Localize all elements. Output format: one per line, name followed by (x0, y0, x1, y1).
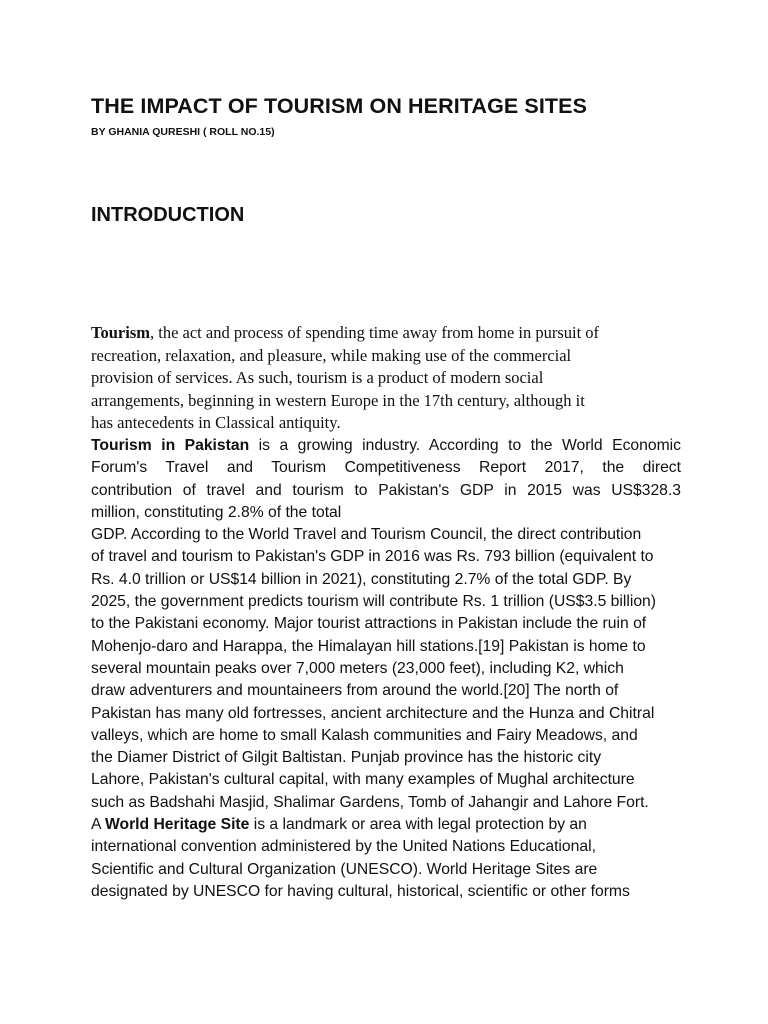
paragraph-line: arrangements, beginning in western Europe in the 17th century, although it (91, 390, 585, 410)
paragraph-line: million, constituting 2.8% of the total (91, 503, 342, 521)
introduction-heading: INTRODUCTION (91, 204, 245, 226)
line-text: , the act and process of spending time away from home in pursuit of (150, 323, 600, 342)
paragraph-line: recreation, relaxation, and pleasure, while making use of the commercial (91, 345, 572, 365)
bold-term-tourism: Tourism (91, 323, 150, 342)
paragraph-line: to the Pakistani economy. Major tourist attractions in Pakistan include the ruin of (91, 615, 647, 633)
bold-term-tourism-in-pakistan: Tourism in Pakistan (91, 437, 250, 454)
bold-term-world-heritage-site: World Heritage Site (104, 816, 250, 834)
paragraph-line: such as Badshahi Masjid, Shalimar Gardens, Tomb of Jahangir and Lahore Fort. (91, 793, 649, 811)
tourism-in-pakistan-paragraph (91, 435, 681, 814)
body-text-block (91, 435, 681, 903)
document-title: THE IMPACT OF TOURISM ON HERITAGE SITES (91, 94, 588, 118)
paragraph-line: several mountain peaks over 7,000 meters (23,000 feet), including K2, which (91, 659, 624, 677)
paragraph-line: has antecedents in Classical antiquity. (91, 413, 341, 432)
paragraph-line: Scientific and Cultural Organization (UNESCO). World Heritage Sites are (91, 860, 598, 878)
paragraph-line: provision of services. As such, tourism is a product of modern social (91, 368, 544, 387)
paragraph-line: Mohenjo-daro and Harappa, the Himalayan hill stations.[19] Pakistan is home to (91, 637, 646, 655)
line-text: is a landmark or area with legal protection by an (249, 816, 587, 834)
line-text: is a growing industry. According to the World Economic (249, 437, 682, 454)
paragraph-line: designated by UNESCO for having cultural, historical, scientific or other forms (91, 882, 630, 900)
paragraph-line: 2025, the government predicts tourism will contribute Rs. 1 trillion (US$3.5 billion) (91, 593, 657, 611)
paragraph-line (91, 435, 681, 457)
world-heritage-site-paragraph (91, 814, 681, 903)
paragraph-line: the Diamer District of Gilgit Baltistan. Punjab province has the historic city (91, 749, 602, 767)
paragraph-line (91, 814, 681, 836)
paragraph-line: Pakistan has many old fortresses, ancient architecture and the Hunza and Chitral (91, 704, 655, 722)
paragraph-line: Lahore, Pakistan's cultural capital, with many examples of Mughal architecture (91, 771, 635, 789)
paragraph-line: Rs. 4.0 trillion or US$14 billion in 2021), constituting 2.7% of the total GDP. By (91, 570, 632, 588)
paragraph-line (91, 322, 671, 345)
paragraph-line: GDP. According to the World Travel and Tourism Council, the direct contribution (91, 526, 642, 544)
paragraph-line: contribution of travel and tourism to Pakistan's GDP in 2015 was US$328.3 (91, 481, 681, 499)
paragraph-line: of travel and tourism to Pakistan's GDP in 2016 was Rs. 793 billion (equivalent to (91, 548, 654, 566)
paragraph-line: draw adventurers and mountaineers from around the world.[20] The north of (91, 682, 619, 700)
author-byline: BY GHANIA QURESHI ( ROLL NO.15) (91, 126, 275, 138)
tourism-definition-paragraph (91, 322, 671, 435)
paragraph-line: Forum's Travel and Tourism Competitiveness Report 2017, the direct (91, 459, 681, 477)
paragraph-line: international convention administered by the United Nations Educational, (91, 838, 596, 856)
line-prefix: A (91, 816, 105, 834)
paragraph-line: valleys, which are home to small Kalash communities and Fairy Meadows, and (91, 726, 638, 744)
